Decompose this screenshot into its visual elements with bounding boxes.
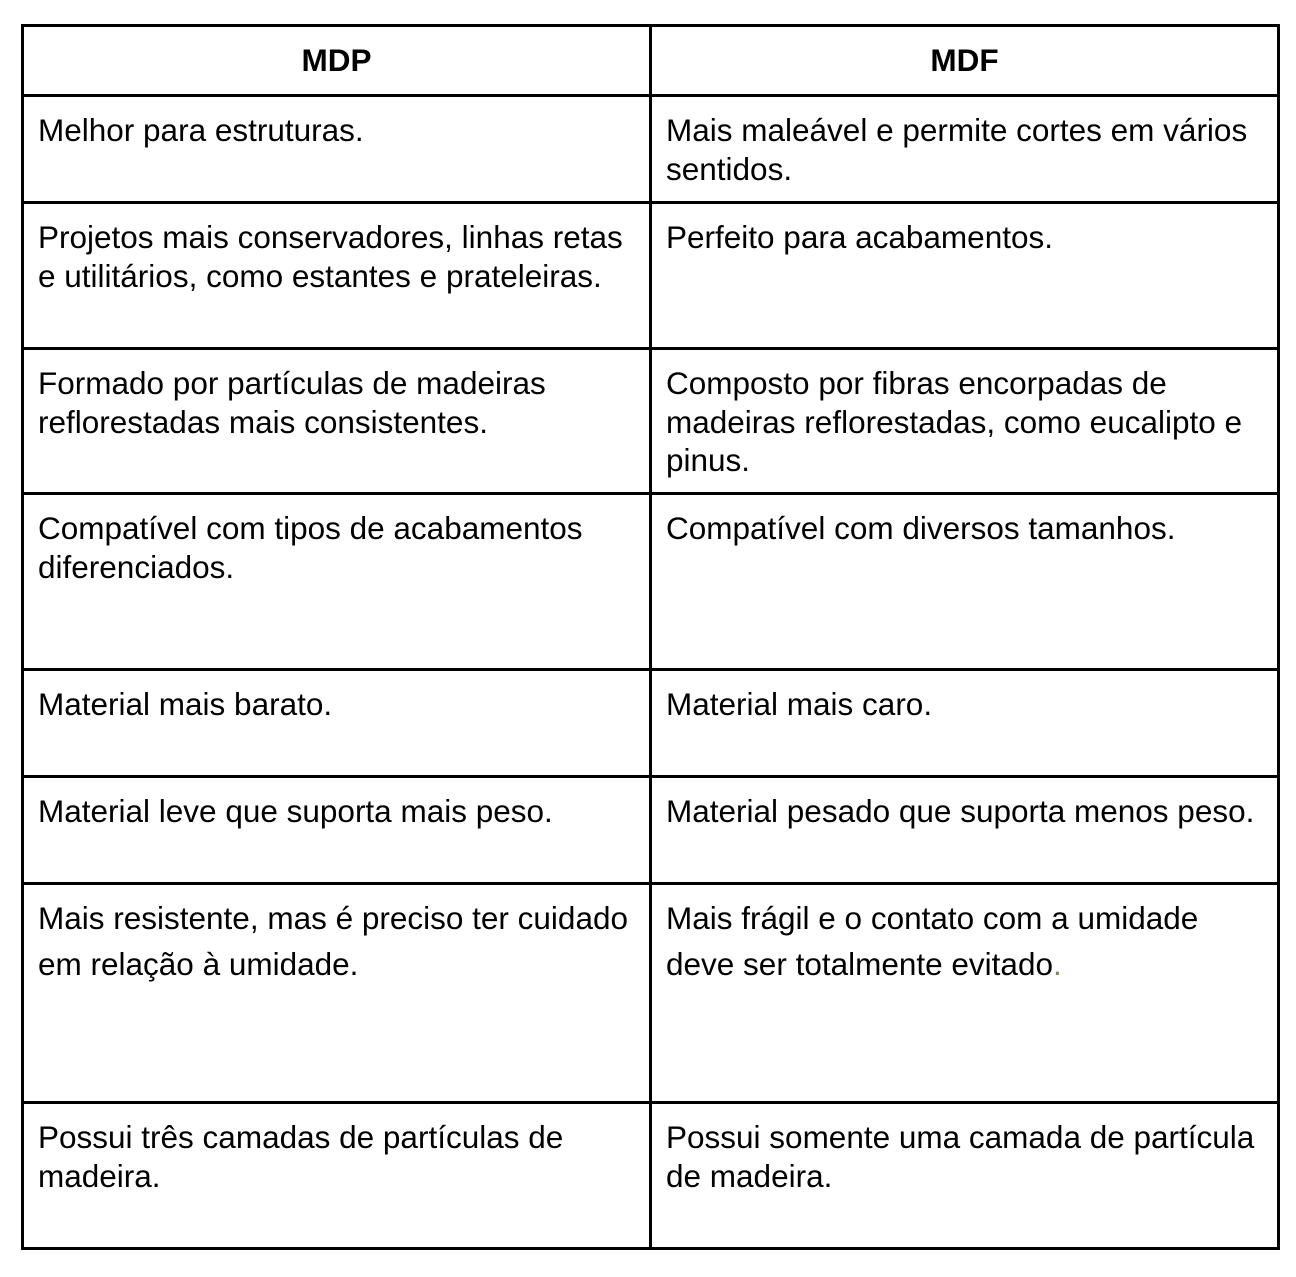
table-cell-mdp: Projetos mais conservadores, linhas retas e utilitários, como estantes e prateleiras. <box>23 203 651 349</box>
table-cell-mdp: Material mais barato. <box>23 670 651 777</box>
table-cell-mdf: Material mais caro. <box>651 670 1279 777</box>
comparison-table <box>21 24 1280 1250</box>
table-cell-mdf: Perfeito para acabamentos. <box>651 203 1279 349</box>
cell-text: Mais frágil e o contato com a umidade deve ser totalmente evitado <box>666 900 1199 982</box>
table-cell-mdf <box>651 884 1279 1103</box>
table-cell-mdp: Melhor para estruturas. <box>23 96 651 203</box>
table-cell-mdp: Compatível com tipos de acabamentos diferenciados. <box>23 494 651 670</box>
table-cell-mdp: Possui três camadas de partículas de madeira. <box>23 1103 651 1249</box>
table-cell-mdf: Composto por fibras encorpadas de madeiras reflorestadas, como eucalipto e pinus. <box>651 349 1279 494</box>
table-cell-mdf: Compatível com diversos tamanhos. <box>651 494 1279 670</box>
column-header-mdp: MDP <box>23 26 651 96</box>
table-row <box>23 494 1279 670</box>
table-cell-mdf: Material pesado que suporta menos peso. <box>651 777 1279 884</box>
table-cell-mdp: Material leve que suporta mais peso. <box>23 777 651 884</box>
table-cell-mdp: Formado por partículas de madeiras reflorestadas mais consistentes. <box>23 349 651 494</box>
table-row <box>23 1103 1279 1249</box>
table-cell-mdf: Mais maleável e permite cortes em vários sentidos. <box>651 96 1279 203</box>
table-cell-mdf: Possui somente uma camada de partícula de madeira. <box>651 1103 1279 1249</box>
table-row <box>23 349 1279 494</box>
table-cell-mdp: Mais resistente, mas é preciso ter cuidado em relação à umidade. <box>23 884 651 1103</box>
table-row <box>23 670 1279 777</box>
table-row <box>23 203 1279 349</box>
table-row <box>23 96 1279 203</box>
column-header-mdf: MDF <box>651 26 1279 96</box>
table-row <box>23 777 1279 884</box>
header-row <box>23 26 1279 96</box>
trailing-period: . <box>1052 946 1062 982</box>
table-row <box>23 884 1279 1103</box>
